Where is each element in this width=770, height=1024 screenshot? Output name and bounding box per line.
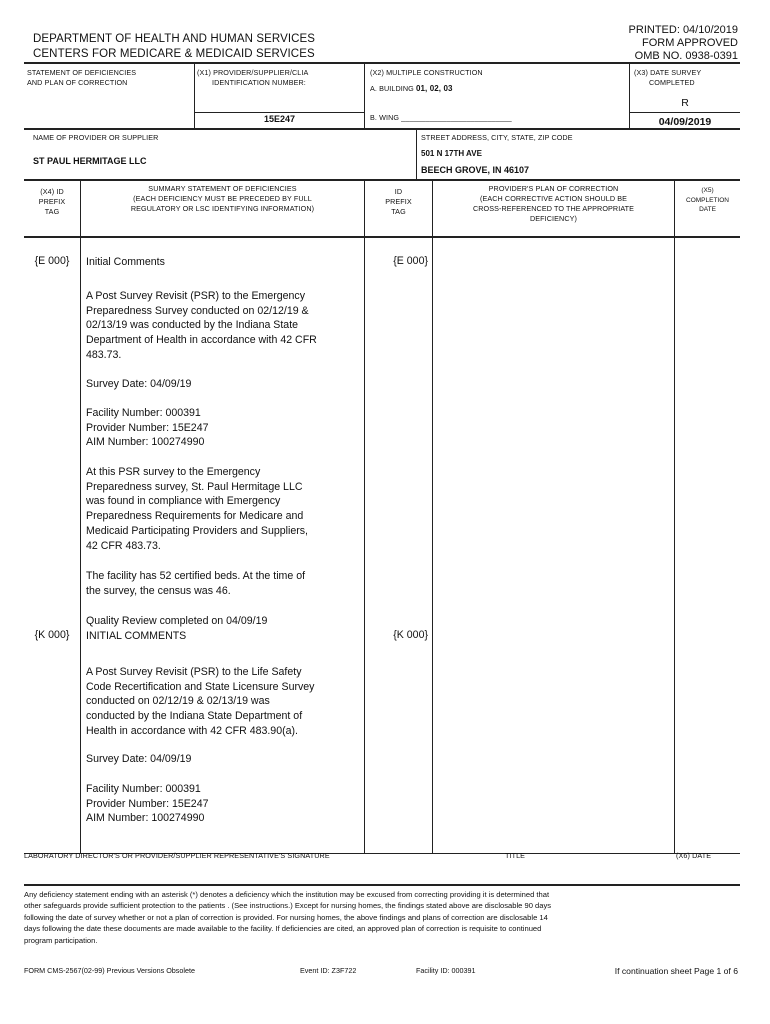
x6-date-label: (X6) DATE <box>676 851 712 860</box>
title-label: TITLE <box>505 851 526 860</box>
e000-survey-date: Survey Date: 04/09/19 <box>86 378 192 390</box>
address-street: 501 N 17TH AVE <box>421 149 482 158</box>
building-value: 01, 02, 03 <box>415 84 453 93</box>
k000-title: INITIAL COMMENTS <box>86 630 187 642</box>
e000-census-paragraph: The facility has 52 certified beds. At the time of the survey, the census was 46. <box>86 570 306 597</box>
address-city: BEECH GROVE, IN 46107 <box>421 165 530 175</box>
col-line <box>432 180 433 854</box>
statement-label-2: AND PLAN OF CORRECTION <box>27 78 128 87</box>
k000-paragraph-1: A Post Survey Revisit (PSR) to the Life Safety Code Recertification and State Licensure Survey conducted on 02/12/19 & 02/13/19 was conducted by the Indiana State Department of Health in accordance with 42 CFR 483.90(a). <box>86 666 315 737</box>
statement-label: STATEMENT OF DEFICIENCIES <box>27 68 137 77</box>
x3-label: (X3) DATE SURVEY <box>634 68 702 77</box>
divider <box>416 129 417 179</box>
building-label: A. BUILDING <box>370 84 414 93</box>
k000-id-tag: {K 000} <box>393 629 428 641</box>
divider <box>24 128 740 130</box>
divider <box>630 112 740 113</box>
e000-prefix-tag: {E 000} <box>34 255 70 267</box>
top-box-border <box>24 62 740 64</box>
x4-header: (X4) ID PREFIX TAG <box>38 187 66 216</box>
e000-paragraph-1: A Post Survey Revisit (PSR) to the Emergency Preparedness Survey conducted on 02/12/19 & 02/13/19 was conducted by the Indiana State Department of Health in accordance with 42 CFR 483.73. <box>86 290 317 361</box>
divider <box>24 179 740 181</box>
e000-id-tag: {E 000} <box>393 255 428 267</box>
wing-label: B. WING ___________________________ <box>370 113 512 122</box>
address-label: STREET ADDRESS, CITY, STATE, ZIP CODE <box>421 133 573 142</box>
col-line <box>364 180 365 854</box>
column-header-bottom <box>24 236 740 238</box>
event-id: Event ID: Z3F722 <box>300 966 357 975</box>
id-prefix-header: ID PREFIX TAG <box>385 187 412 216</box>
e000-compliance-paragraph: At this PSR survey to the Emergency Preparedness survey, St. Paul Hermitage LLC was found in compliance with Emergency Preparedness Requirements for Medicare and Medicaid Participating Providers and Suppliers, 42 CFR 483.73. <box>86 466 308 552</box>
k000-survey-date: Survey Date: 04/09/19 <box>86 753 192 765</box>
e000-facility-info: Facility Number: 000391 Provider Number: 15E247 AIM Number: 100274990 <box>86 407 209 449</box>
facility-id: Facility ID: 000391 <box>416 966 476 975</box>
printed-date: PRINTED: 04/10/2019 <box>628 24 738 36</box>
disclaimer-text: Any deficiency statement ending with an asterisk (*) denotes a deficiency which the institution may be excused from correcting providing it is determined that other safeguards provide sufficient protection to the patients . (See instructions.) Except for nursing homes, the findings stated above are disclosable 90 days following the date of survey whether or not a plan of correction is provided. For nursing homes, the above findings and plans of correction are disclosable 14 days following the date these documents are made available to the facility. If deficiencies are cited, an approved plan of correction is requisite to continued program participation. <box>24 890 552 945</box>
col-line <box>674 180 675 854</box>
director-signature-label: LABORATORY DIRECTOR'S OR PROVIDER/SUPPLIER REPRESENTATIVE'S SIGNATURE <box>24 851 330 860</box>
e000-title: Initial Comments <box>86 256 165 268</box>
signature-bottom-line <box>24 884 740 886</box>
form-approved: FORM APPROVED <box>642 37 738 49</box>
plan-header: PROVIDER'S PLAN OF CORRECTION (EACH CORRECTIVE ACTION SHOULD BE CROSS-REFERENCED TO THE APPROPRIATE DEFICIENCY) <box>472 184 635 223</box>
provider-name: ST PAUL HERMITAGE LLC <box>33 156 147 166</box>
centers-line: CENTERS FOR MEDICARE & MEDICAID SERVICES <box>33 48 315 60</box>
provider-name-label: NAME OF PROVIDER OR SUPPLIER <box>33 133 159 142</box>
omb-number: OMB NO. 0938-0391 <box>634 50 738 62</box>
x1-label-2: IDENTIFICATION NUMBER: <box>212 78 306 87</box>
divider <box>364 63 365 129</box>
x2-label: (X2) MULTIPLE CONSTRUCTION <box>370 68 483 77</box>
x5-header: (X5) COMPLETION DATE <box>686 187 729 213</box>
col-line <box>80 180 81 854</box>
provider-id-number: 15E247 <box>263 114 296 124</box>
x3-label-2: COMPLETED <box>649 78 695 87</box>
summary-header: SUMMARY STATEMENT OF DEFICIENCIES (EACH DEFICIENCY MUST BE PRECEDED BY FULL REGULATORY OR LSC IDENTIFYING INFORMATION) <box>130 184 315 213</box>
department-line: DEPARTMENT OF HEALTH AND HUMAN SERVICES <box>33 33 316 45</box>
e000-quality-review: Quality Review completed on 04/09/19 <box>86 615 268 627</box>
divider <box>195 112 364 113</box>
page-number: If continuation sheet Page 1 of 6 <box>614 966 738 976</box>
survey-code: R <box>681 97 689 109</box>
form-number: FORM CMS-2567(02-99) Previous Versions Obsolete <box>24 966 195 975</box>
k000-facility-info: Facility Number: 000391 Provider Number: 15E247 AIM Number: 100274990 <box>86 783 209 825</box>
survey-completed-date: 04/09/2019 <box>658 116 712 128</box>
x1-label: (X1) PROVIDER/SUPPLIER/CLIA <box>197 68 309 77</box>
k000-prefix-tag: {K 000} <box>34 629 70 641</box>
